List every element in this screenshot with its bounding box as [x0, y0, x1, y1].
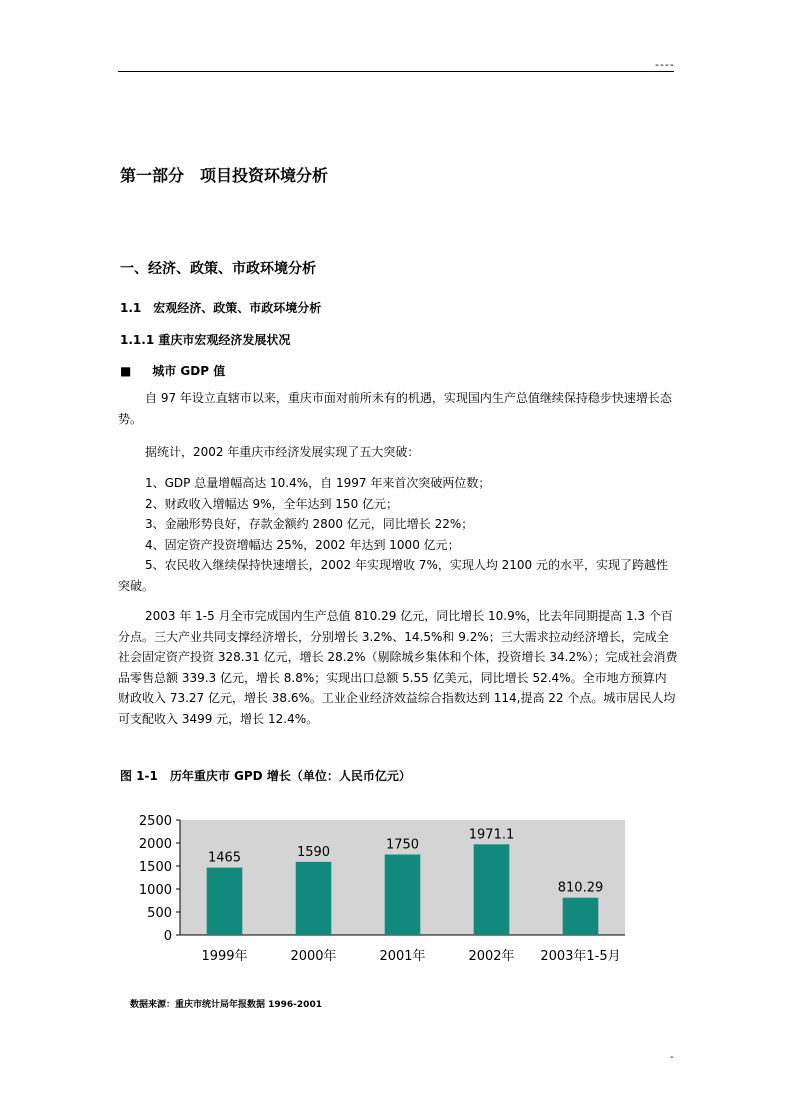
figure-caption: 图 1-1 历年重庆市 GPD 增长（单位：人民币亿元） [120, 769, 411, 783]
bar [385, 855, 421, 936]
y-tick-label: 2500 [138, 814, 172, 829]
section-heading-1-1: 1.1 宏观经济、政策、市政环境分析 [120, 301, 322, 315]
gdp-bar-chart [120, 805, 640, 980]
y-tick-label: 500 [147, 906, 172, 921]
list-item: 3、金融形势良好，存款金额约 2800 亿元，同比增长 22%； [145, 517, 474, 531]
y-tick-label: 0 [163, 929, 172, 944]
list-item: 2、财政收入增幅达 9%，全年达到 150 亿元； [145, 496, 399, 511]
bar [296, 862, 332, 935]
part-title: 第一部分 项目投资环境分析 [120, 166, 329, 185]
x-tick-label: 2002年 [468, 949, 515, 964]
list-item: 4、固定资产投资增幅达 25%，2002 年达到 1000 亿元； [145, 537, 460, 552]
bar [474, 844, 510, 935]
y-tick-label: 1500 [138, 860, 172, 875]
list-item: 5、农民收入继续保持快速增长，2002 年实现增收 7%，实现人均 2100 元的水平，实现了跨越性突破。 [118, 558, 669, 593]
bar-data-label: 1750 [385, 837, 420, 853]
x-tick-label: 2000年 [290, 949, 337, 964]
header-mark: ---- [655, 58, 675, 71]
footer-mark: - [670, 1052, 674, 1063]
bar-data-label: 810.29 [557, 880, 604, 896]
y-tick-label: 1000 [138, 883, 172, 898]
bar [207, 868, 243, 935]
bar-data-label: 1590 [296, 844, 331, 860]
section-heading-1-1-1: 1.1.1 重庆市宏观经济发展状况 [120, 333, 291, 347]
bullet-heading-text: 城市 GDP 值 [152, 364, 226, 378]
header-rule [118, 71, 674, 72]
bar-data-label: 1465 [207, 850, 242, 866]
bullet-square-icon: ■ [120, 364, 132, 378]
list-item: 1、GDP 总量增幅高达 10.4%，自 1997 年来首次突破两位数； [145, 476, 491, 490]
bar [563, 898, 599, 935]
section-heading-1: 一、经济、政策、市政环境分析 [120, 261, 316, 277]
x-tick-label: 2003年1-5月 [540, 949, 621, 964]
bar-data-label: 1971.1 [468, 827, 515, 843]
breakthrough-list [118, 473, 678, 596]
bullet-heading [120, 362, 225, 379]
data-source-note: 数据来源：重庆市统计局年报数据 1996-2001 [130, 1000, 322, 1010]
x-tick-label: 2001年 [379, 949, 426, 964]
paragraph-2003: 2003 年 1-5 月全市完成国内生产总值 810.29 亿元，同比增长 10.9%，比去年同期提高 1.3 个百分点。三大产业共同支撑经济增长，分别增长 3.2%、14.5%和 9.2%；三大需求拉动经济增长，完成全社会固定资产投资 328.31 亿元，增长 28.2%（剔除城乡集体和个体，投资增长 34.2%）；完成社会消费品零售总额 339.3 亿元，增长 8.8%；实现出口总额 5.55 亿美元，同比增长 52.4%。全市地方预算内财政收入 73.27 亿元，增长 38.6%。工业企业经济效益综合指数达到 114,提高 22 个点。城市居民人均可支配收入 3499 元，增长 12.4%。 [118, 609, 678, 726]
paragraph-intro: 自 97 年设立直辖市以来，重庆市面对前所未有的机遇，实现国内生产总值继续保持稳步快速增长态势。 [118, 391, 672, 426]
x-tick-label: 1999年 [201, 949, 248, 964]
paragraph-stats: 据统计，2002 年重庆市经济发展实现了五大突破： [145, 445, 420, 459]
y-tick-label: 2000 [138, 837, 172, 852]
